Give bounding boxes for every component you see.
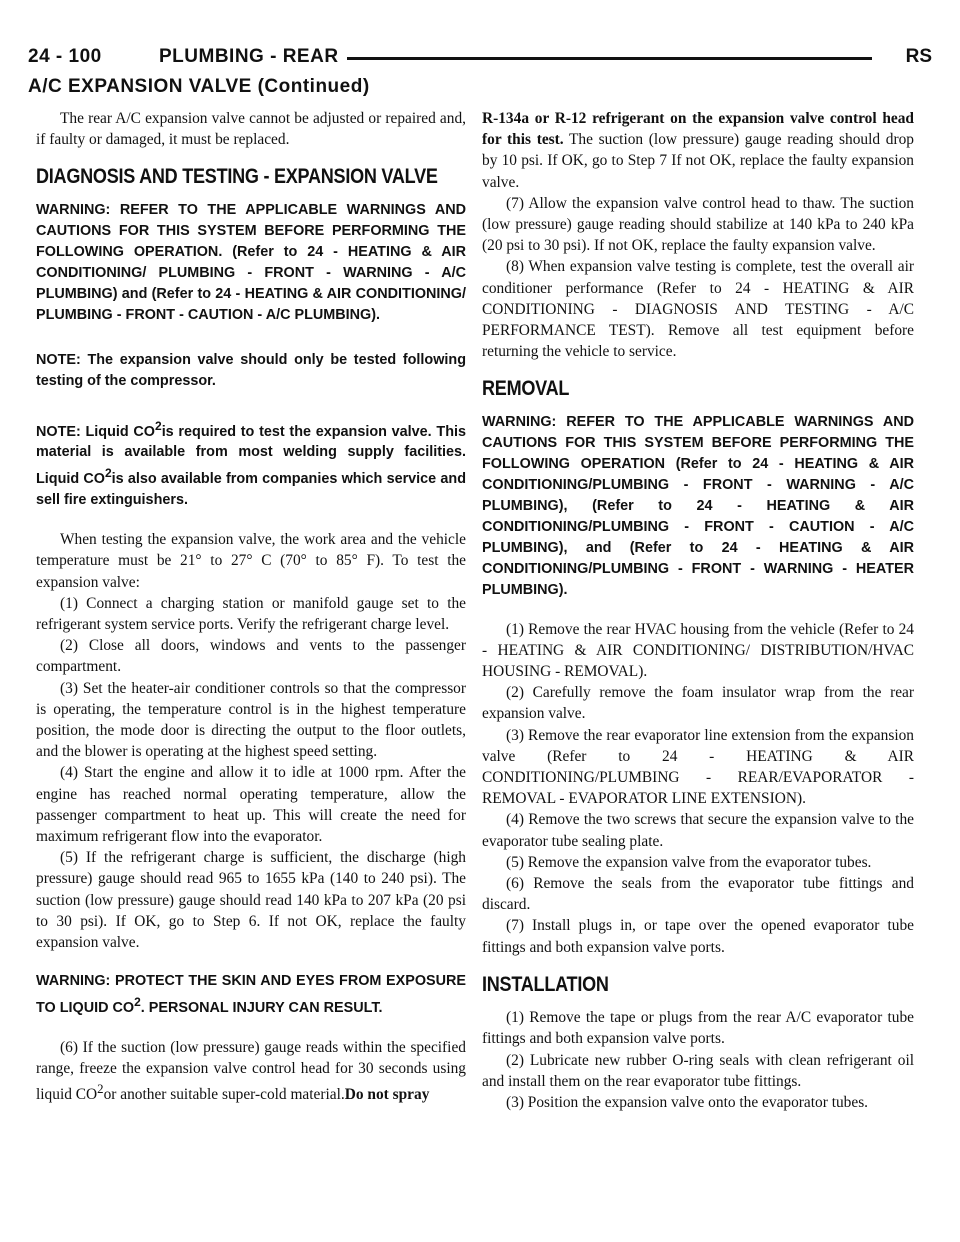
install-step-3: (3) Position the expansion valve onto the evaporator tubes.: [506, 1093, 869, 1111]
left-column: [36, 108, 466, 1106]
step-4: (4) Start the engine and allow it to idle at 1000 rpm. After the engine has reached normal operating temperature, allow the passenger compartment to heat up. This will create the need for maximum refrigerant flow into the evaporator.: [36, 764, 466, 846]
heading-diagnosis: DIAGNOSIS AND TESTING - EXPANSION VALVE: [36, 165, 438, 189]
removal-step-6: (6) Remove the seals from the evaporator tube fittings and discard.: [482, 875, 914, 914]
page-header: [28, 46, 932, 72]
step-1: (1) Connect a charging station or manifold gauge set to the refrigerant system service ports. Verify the refrigerant charge level.: [36, 594, 466, 634]
warning-1: WARNING: REFER TO THE APPLICABLE WARNINGS AND CAUTIONS FOR THIS SYSTEM BEFORE PERFORMING THE FOLLOWING OPERATION. (Refer to 24 - HEATING & AIR CONDITIONING/ PLUMBING - FRONT - WARNING - A/C PLUMBING) and (Refer to 24 - HEATING & AIR CONDITIONING/ PLUMBING - FRONT - CAUTION - A/C PLUMBING).: [36, 201, 466, 323]
vehicle-code: RS: [905, 46, 932, 67]
step-5: (5) If the refrigerant charge is sufficient, the discharge (high pressure) gauge should read 965 to 1655 kPa (140 to 240 psi). The suction (low pressure) gauge should read 140 kPa to 207 kPa (20 psi to 30 psi). If OK, go to Step 6. If not OK, replace the faulty expansion valve.: [36, 849, 466, 952]
step-6: (6) If the suction (low pressure) gauge reads within the specified range, freeze the expansion valve control head for 30 seconds using liquid $CO^2or$ another suitable super-cold material.Do not spray: [36, 1039, 466, 1104]
page-number: 24 - 100: [28, 46, 102, 67]
section-title: PLUMBING - REAR: [159, 46, 347, 68]
heading-removal: REMOVAL: [482, 377, 570, 401]
step-6-continued: R-134a or R-12 refrigerant on the expansion valve control head for this test. The suction (low pressure) gauge reading should drop by 10 psi. If OK, go to Step 7 If not OK, replace the faulty expansion valve.: [482, 110, 915, 191]
removal-step-2: (2) Carefully remove the foam insulator wrap from the rear expansion valve.: [482, 684, 914, 723]
note-1: NOTE: The expansion valve should only be tested following testing of the compressor.: [36, 351, 466, 389]
step-8: (8) When expansion valve testing is complete, test the overall air conditioner performance (Refer to 24 - HEATING & AIR CONDITIONING - DIAGNOSIS AND TESTING - A/C PERFORMANCE TEST). Remove all test equipment before returning the vehicle to service.: [482, 258, 914, 361]
removal-step-5: (5) Remove the expansion valve from the evaporator tubes.: [506, 853, 872, 871]
removal-step-3: (3) Remove the rear evaporator line extension from the expansion valve (Refer to 24 - HEATING & AIR CONDITIONING/PLUMBING - REAR/EVAPORATOR - REMOVAL - EVAPORATOR LINE EXTENSION).: [482, 726, 914, 808]
header-rule: [328, 57, 872, 60]
removal-step-4: (4) Remove the two screws that secure the expansion valve to the evaporator tube sealing plate.: [482, 811, 914, 850]
step-3: (3) Set the heater-air conditioner controls so that the compressor is operating, the temperature control is in the highest temperature position, the mode door is directing the output to the floor outlets, and the blower is operating at the highest speed setting.: [36, 679, 466, 761]
continued-title: A/C EXPANSION VALVE (Continued): [28, 76, 370, 97]
install-step-1: (1) Remove the tape or plugs from the rear A/C evaporator tube fittings and both expansion valve ports.: [482, 1009, 914, 1048]
warning-2: WARNING: PROTECT THE SKIN AND EYES FROM EXPOSURE TO LIQUID $CO^2$. PERSONAL INJURY CAN RESULT.: [36, 973, 466, 1017]
note-2: NOTE: Liquid $CO^2is$ required to test the expansion valve. This material is available from most welding supply facilities. Liquid $CO^2is$ also available from companies which service and sell fire extinguishers.: [36, 418, 467, 509]
step-2: (2) Close all doors, windows and vents to the passenger compartment.: [36, 637, 466, 676]
removal-step-7: (7) Install plugs in, or tape over the opened evaporator tube fittings and both expansion valve ports.: [482, 917, 914, 956]
removal-step-1: (1) Remove the rear HVAC housing from the vehicle (Refer to 24 - HEATING & AIR CONDITIONING/ DISTRIBUTION/HVAC HOUSING - REMOVAL).: [482, 620, 914, 681]
step-7: (7) Allow the expansion valve control head to thaw. The suction (low pressure) gauge reading should stabilize at 140 kPa to 240 kPa (20 psi to 30 psi). If not OK, replace the faulty expansion valve.: [482, 194, 914, 255]
right-column: [482, 108, 914, 1113]
install-step-2: (2) Lubricate new rubber O-ring seals with clean refrigerant oil and install them on the rear evaporator tube fittings.: [482, 1051, 914, 1090]
warning-3: WARNING: REFER TO THE APPLICABLE WARNINGS AND CAUTIONS FOR THIS SYSTEM BEFORE PERFORMING THE FOLLOWING OPERATION (Refer to 24 - HEATING & AIR CONDITIONING/PLUMBING - FRONT - WARNING - A/C PLUMBING), (Refer to 24 - HEATING & AIR CONDITIONING/PLUMBING - FRONT - CAUTION - A/C PLUMBING), and (Refer to 24 - HEATING & AIR CONDITIONING/PLUMBING - FRONT - WARNING - HEATER PLUMBING).: [482, 413, 914, 598]
intro-paragraph: The rear A/C expansion valve cannot be adjusted or repaired and, if faulty or damaged, it must be replaced.: [36, 110, 466, 149]
testing-paragraph: When testing the expansion valve, the work area and the vehicle temperature must be 21° to 27° C (70° to 85° F). To test the expansion valve:: [36, 531, 466, 591]
heading-installation: INSTALLATION: [482, 972, 609, 996]
